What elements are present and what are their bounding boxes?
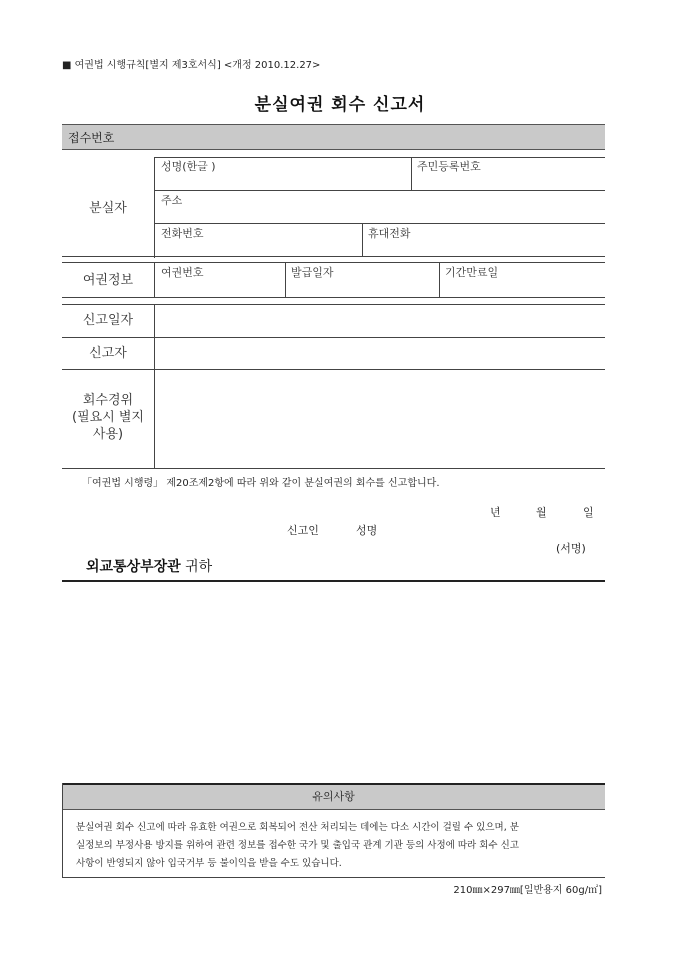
phone-field[interactable] (161, 225, 357, 254)
address-field[interactable] (161, 192, 601, 221)
divider (154, 157, 155, 258)
recovery-label-line-2: (필요시 별지 (72, 410, 144, 425)
notice-header (62, 783, 605, 810)
issue-date-label: 발급일자 (291, 266, 334, 279)
passport-number-field[interactable] (161, 264, 281, 294)
passport-info-label: 여권정보 (82, 273, 134, 288)
divider (154, 304, 155, 469)
report-date-field[interactable] (156, 306, 602, 335)
divider (411, 157, 412, 190)
notice-body (62, 809, 605, 878)
expiry-date-field[interactable] (445, 264, 602, 294)
declaration-text: 「여권법 시행령」 제20조제2항에 따라 위와 같이 분실여권의 회수를 신고합니다. (82, 478, 440, 489)
form-title: 분실여권 회수 신고서 (254, 95, 426, 115)
signature-label: (서명) (556, 542, 586, 555)
notice-line-2: 실정보의 부정사용 방지를 위하여 관련 정보를 접수한 국가 및 출입국 관계 기관 등의 사정에 따라 회수 신고 (76, 840, 519, 851)
expiry-date-label: 기간만료일 (445, 266, 499, 279)
divider (439, 262, 440, 297)
recovery-label-line-1: 회수경위 (82, 393, 134, 408)
name-field-label: 성명(한글 ) (161, 160, 216, 173)
lost-owner-label: 분실자 (89, 201, 127, 216)
notice-line-1: 분실여권 회수 신고에 따라 유효한 여권으로 회복되어 전산 처리되는 데에는 다소 시간이 걸릴 수 있으며, 분 (76, 822, 519, 833)
divider (62, 783, 63, 878)
mobile-field[interactable] (368, 225, 602, 254)
resident-number-field[interactable] (417, 158, 602, 188)
receipt-number-bar (62, 124, 605, 150)
signer-name-label: 성명 (356, 524, 378, 537)
notice-line-3: 사항이 반영되지 않아 입국거부 등 불이익을 받을 수도 있습니다. (76, 858, 342, 869)
divider (62, 297, 605, 298)
receipt-number-label: 접수번호 (68, 131, 115, 145)
issue-date-field[interactable] (291, 264, 435, 294)
divider (154, 262, 155, 297)
divider (154, 223, 605, 224)
form-reference: ■ 여권법 시행규칙[별지 제3호서식] <개정 2010.12.27> (62, 60, 321, 71)
divider (62, 369, 605, 370)
reporter-field[interactable] (156, 339, 602, 368)
reporter-label: 신고자 (89, 346, 127, 361)
signer-label: 신고인 (287, 524, 319, 537)
divider (62, 262, 605, 263)
date-day-label: 일 (583, 506, 594, 519)
paper-spec: 210㎜×297㎜[일반용지 60g/㎡] (453, 885, 602, 896)
report-date-label: 신고일자 (82, 313, 134, 328)
divider (62, 337, 605, 338)
divider (62, 580, 605, 582)
recovery-details-field[interactable] (156, 371, 602, 466)
divider (285, 262, 286, 297)
addressee (86, 556, 212, 576)
date-year-label: 년 (490, 506, 501, 519)
addressee-title: 외교통상부장관 (86, 559, 181, 575)
resident-number-label: 주민등록번호 (417, 160, 481, 173)
mobile-label: 휴대전화 (368, 227, 411, 240)
recovery-details-label (62, 392, 154, 443)
address-label: 주소 (161, 194, 183, 207)
name-field[interactable] (161, 158, 407, 188)
divider (154, 190, 605, 191)
notice-title: 유의사항 (312, 790, 355, 803)
addressee-suffix: 귀하 (180, 559, 213, 575)
date-month-label: 월 (536, 506, 547, 519)
divider (62, 256, 605, 257)
passport-number-label: 여권번호 (161, 266, 204, 279)
divider (62, 468, 605, 469)
recovery-label-line-3: 사용) (92, 427, 124, 442)
phone-label: 전화번호 (161, 227, 204, 240)
divider (362, 223, 363, 256)
divider (62, 304, 605, 305)
